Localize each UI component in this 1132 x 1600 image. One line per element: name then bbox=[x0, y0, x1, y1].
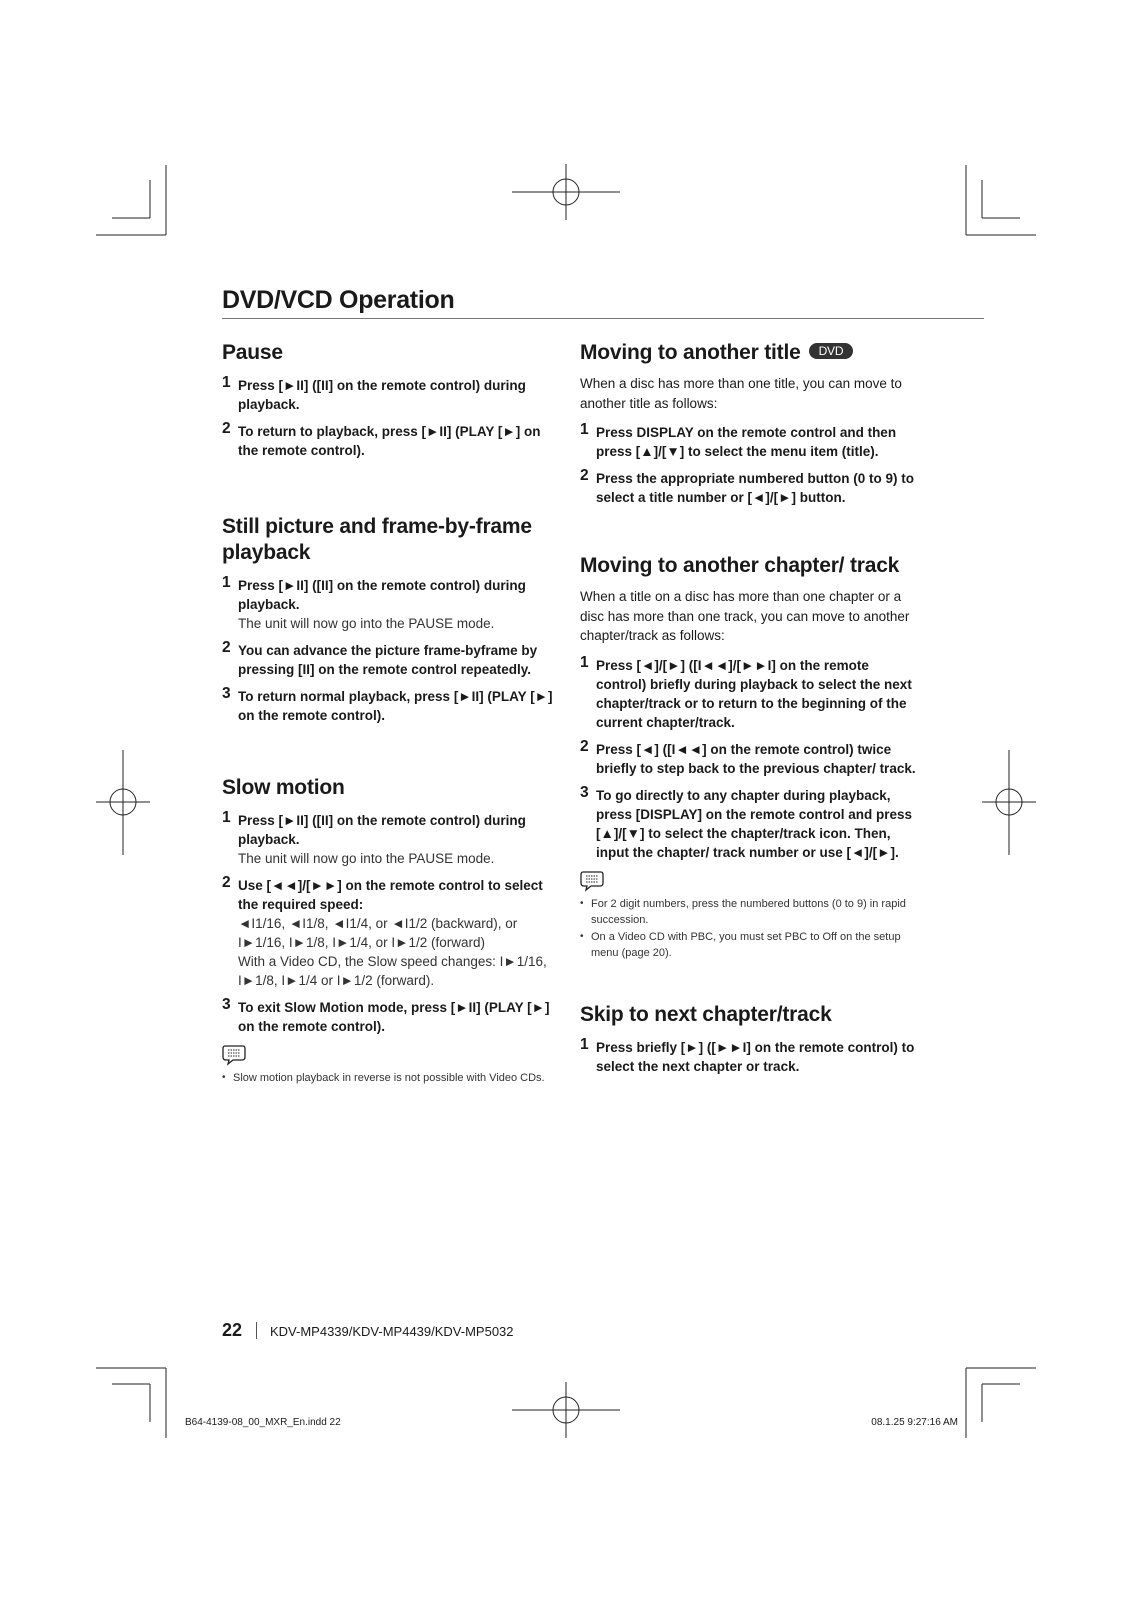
step-item bbox=[222, 641, 557, 679]
step-number: 1 bbox=[580, 421, 589, 438]
step-item bbox=[222, 576, 557, 633]
step-text: You can advance the picture frame-byframe by pressing [II] on the remote control repeatedly. bbox=[238, 643, 538, 677]
step-number: 3 bbox=[222, 685, 231, 702]
step-text: Press [►II] ([II] on the remote control) during playback. bbox=[238, 813, 526, 847]
step-detail: The unit will now go into the PAUSE mode. bbox=[238, 851, 495, 866]
step-text: Press [►II] ([II] on the remote control) during playback. bbox=[238, 578, 526, 612]
slow-motion-heading: Slow motion bbox=[222, 776, 345, 799]
page-number: 22 bbox=[222, 1320, 243, 1340]
title-divider bbox=[222, 318, 984, 319]
step-text: Press briefly [►] ([►►I] on the remote control) to select the next chapter or track. bbox=[596, 1039, 915, 1074]
step-text: Press DISPLAY on the remote control and then press [▲]/[▼] to select the menu item (title). bbox=[596, 425, 897, 459]
step-number: 1 bbox=[222, 809, 231, 826]
title-steps bbox=[580, 423, 916, 507]
step-number: 1 bbox=[580, 653, 589, 671]
step-number: 1 bbox=[222, 374, 231, 391]
title-heading bbox=[580, 340, 916, 366]
note-icon bbox=[222, 1044, 246, 1066]
step-number: 2 bbox=[580, 467, 589, 484]
step-detail: ◄I1/16, ◄I1/8, ◄I1/4, or ◄I1/2 (backward), or I►1/16, I►1/8, I►1/4, or I►1/2 (forward) bbox=[238, 916, 518, 950]
note-block bbox=[222, 1044, 557, 1087]
note-icon bbox=[580, 870, 604, 892]
note-item: • For 2 digit numbers, press the numbered buttons (0 to 9) in rapid succession. bbox=[580, 896, 916, 929]
title-heading-text: Moving to another title bbox=[580, 341, 801, 364]
step-detail: The unit will now go into the PAUSE mode. bbox=[238, 616, 495, 631]
skip-steps bbox=[580, 1035, 916, 1076]
footer-separator bbox=[256, 1322, 257, 1339]
note-item: • On a Video CD with PBC, you must set PBC to Off on the setup menu (page 20). bbox=[580, 929, 916, 962]
still-section bbox=[222, 514, 557, 725]
step-item bbox=[580, 653, 916, 732]
chapter-steps bbox=[580, 653, 916, 862]
step-detail: With a Video CD, the Slow speed changes: I►1/16, I►1/8, I►1/4 or I►1/2 (forward). bbox=[238, 954, 547, 988]
slow-motion-section bbox=[222, 775, 557, 1087]
step-number: 2 bbox=[580, 737, 589, 755]
step-text: Press [►II] ([II] on the remote control) during playback. bbox=[238, 378, 526, 412]
step-item bbox=[580, 423, 916, 461]
step-text: Press [◄]/[►] ([I◄◄]/[►►I] on the remote control) briefly during playback to select the next chapter/track or to return to the beginning of the current chapter/track. bbox=[596, 657, 912, 730]
step-number: 3 bbox=[580, 783, 589, 801]
step-item bbox=[580, 469, 916, 507]
skip-section bbox=[580, 1002, 916, 1076]
pause-steps bbox=[222, 376, 557, 460]
title-section bbox=[580, 340, 916, 507]
skip-heading: Skip to next chapter/track bbox=[580, 1002, 832, 1026]
step-text: To return normal playback, press [►II] (PLAY [►] on the remote control). bbox=[238, 689, 553, 723]
step-item bbox=[222, 422, 557, 460]
step-item bbox=[580, 1035, 916, 1076]
slug-timestamp: 08.1.25 9:27:16 AM bbox=[871, 1417, 958, 1428]
step-text: Use [◄◄]/[►►] on the remote control to select the required speed: bbox=[238, 878, 543, 912]
still-heading: Still picture and frame-by-frame playback bbox=[222, 515, 532, 564]
dvd-badge: DVD bbox=[809, 343, 854, 359]
left-column bbox=[222, 340, 557, 1087]
slow-motion-steps bbox=[222, 811, 557, 1036]
slug-filename: B64-4139-08_00_MXR_En.indd 22 bbox=[185, 1417, 341, 1428]
note-item: • Slow motion playback in reverse is not possible with Video CDs. bbox=[222, 1070, 557, 1087]
step-item bbox=[222, 376, 557, 414]
step-text: To exit Slow Motion mode, press [►II] (PLAY [►] on the remote control). bbox=[238, 1000, 550, 1034]
step-number: 2 bbox=[222, 639, 231, 656]
right-column bbox=[580, 340, 916, 1084]
step-text: Press the appropriate numbered button (0 to 9) to select a title number or [◄]/[►] button. bbox=[596, 471, 915, 505]
chapter-heading: Moving to another chapter/ track bbox=[580, 554, 900, 577]
step-number: 2 bbox=[222, 420, 231, 437]
model-numbers: KDV-MP4339/KDV-MP4439/KDV-MP5032 bbox=[270, 1324, 514, 1339]
title-intro: When a disc has more than one title, you can move to another title as follows: bbox=[580, 376, 902, 411]
step-number: 2 bbox=[222, 874, 231, 891]
step-text: Press [◄] ([I◄◄] on the remote control) twice briefly to step back to the previous chapter/ track. bbox=[596, 741, 916, 776]
pause-heading: Pause bbox=[222, 341, 283, 364]
step-number: 1 bbox=[580, 1035, 589, 1053]
still-steps bbox=[222, 576, 557, 725]
chapter-intro: When a title on a disc has more than one chapter or a disc has more than one track, you can move to another chapter/track as follows: bbox=[580, 589, 910, 643]
page-title: DVD/VCD Operation bbox=[222, 286, 455, 314]
step-item bbox=[222, 876, 557, 990]
note-block bbox=[580, 870, 916, 962]
pause-section bbox=[222, 340, 557, 460]
step-item bbox=[580, 737, 916, 778]
chapter-section bbox=[580, 553, 916, 962]
step-number: 3 bbox=[222, 996, 231, 1013]
step-item bbox=[222, 998, 557, 1036]
step-text: To return to playback, press [►II] (PLAY [►] on the remote control). bbox=[238, 424, 541, 458]
step-item bbox=[222, 687, 557, 725]
step-item bbox=[222, 811, 557, 868]
step-text: To go directly to any chapter during playback, press [DISPLAY] on the remote control and press [▲]/[▼] to select the chapter/track icon. Then, input the chapter/ track number or use [◄]/[►]. bbox=[596, 787, 913, 860]
step-number: 1 bbox=[222, 574, 231, 591]
step-item bbox=[580, 783, 916, 862]
